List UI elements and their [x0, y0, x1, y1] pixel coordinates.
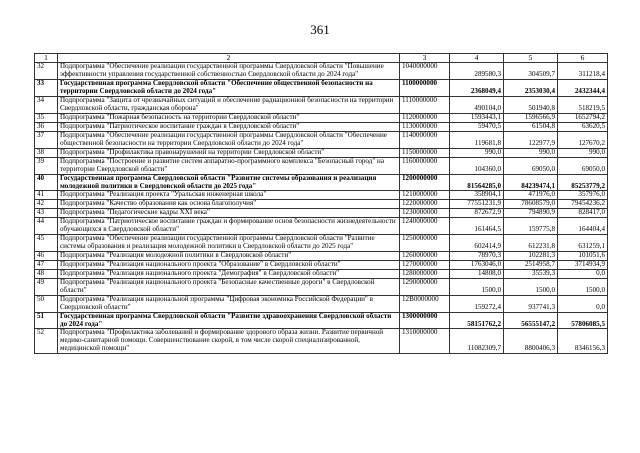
value-col-5: 2353030,4	[504, 80, 558, 97]
table-row	[35, 235, 608, 252]
value-col-4: 2368049,4	[450, 80, 504, 97]
row-code: 1310000000	[400, 329, 450, 354]
row-code: 1110000000	[400, 97, 450, 114]
row-name: Подпрограмма "Защита от чрезвычайных ситуаций и обеспечение радиационной безопасности на территории Свердловской области, гражданская оборона"	[58, 97, 400, 114]
row-code: 1210000000	[400, 191, 450, 200]
value-col-6: 164404,4	[558, 218, 608, 235]
value-col-5: 61504,8	[504, 122, 558, 131]
row-number: 37	[35, 131, 58, 148]
row-code: 1200000000	[400, 174, 450, 191]
row-name: Подпрограмма "Патриотическое воспитание граждан и формирование основ безопасности жизнедеятельности обучающихся в Свердловской области"	[58, 218, 400, 235]
row-number: 43	[35, 209, 58, 218]
row-number: 45	[35, 235, 58, 252]
column-header: 3	[400, 54, 450, 63]
value-col-5: 159775,8	[504, 218, 558, 235]
value-col-4: 289580,3	[450, 63, 504, 80]
value-col-6: 85253779,2	[558, 174, 608, 191]
value-col-4: 872672,9	[450, 209, 504, 218]
value-col-6: 69050,0	[558, 157, 608, 174]
row-name: Государственная программа Свердловской области "Развитие системы образования и реализация молодежной политики в Свердловской области до 2025 года"	[58, 174, 400, 191]
value-col-6: 1500,0	[558, 278, 608, 295]
table-row	[35, 200, 608, 209]
value-col-5: 56555147,2	[504, 312, 558, 329]
row-number: 44	[35, 218, 58, 235]
value-col-4: 1593443,1	[450, 114, 504, 123]
value-col-5: 937741,3	[504, 295, 558, 312]
table-row	[35, 218, 608, 235]
table-row	[35, 329, 608, 354]
row-code: 1140000000	[400, 131, 450, 148]
value-col-4: 490104,0	[450, 97, 504, 114]
row-name: Подпрограмма "Реализация национального проекта "Безопасные качественные дороги" в Свердловской области"	[58, 278, 400, 295]
value-col-4: 14808,0	[450, 269, 504, 278]
table-row	[35, 174, 608, 191]
row-code: 1300000000	[400, 312, 450, 329]
value-col-5: 122977,9	[504, 131, 558, 148]
row-name: Подпрограмма "Реализация национального проекта "Образование" в Свердловской области"	[58, 260, 400, 269]
value-col-6: 2432344,4	[558, 80, 608, 97]
row-number: 47	[35, 260, 58, 269]
row-code: 1160000000	[400, 157, 450, 174]
value-col-4: 77551231,9	[450, 200, 504, 209]
value-col-5: 35539,3	[504, 269, 558, 278]
table-row	[35, 157, 608, 174]
table-row	[35, 97, 608, 114]
row-name: Подпрограмма "Реализация проекта "Уральская инженерная школа"	[58, 191, 400, 200]
value-col-4: 1763046,0	[450, 260, 504, 269]
row-number: 48	[35, 269, 58, 278]
row-name: Подпрограмма "Патриотическое воспитание граждан в Свердловской области"	[58, 122, 400, 131]
row-number: 38	[35, 148, 58, 157]
row-code: 1040000000	[400, 63, 450, 80]
value-col-5: 501940,8	[504, 97, 558, 114]
table-row	[35, 148, 608, 157]
row-name: Подпрограмма "Реализация национальной программы "Цифровая экономика Российской Федерации" в Свердловской области"	[58, 295, 400, 312]
table-row	[35, 209, 608, 218]
value-col-6: 631259,1	[558, 235, 608, 252]
value-col-4: 602414,9	[450, 235, 504, 252]
table-row	[35, 191, 608, 200]
value-col-5: 78608579,0	[504, 200, 558, 209]
row-number: 33	[35, 80, 58, 97]
row-name: Государственная программа Свердловской области "Развитие здравоохранения Свердловской области до 2024 года"	[58, 312, 400, 329]
value-col-5: 84239474,1	[504, 174, 558, 191]
value-col-6: 990,0	[558, 148, 608, 157]
value-col-6: 0,0	[558, 295, 608, 312]
value-col-6: 828417,0	[558, 209, 608, 218]
row-number: 32	[35, 63, 58, 80]
table-row	[35, 80, 608, 97]
row-number: 52	[35, 329, 58, 354]
value-col-4: 1500,0	[450, 278, 504, 295]
row-name: Подпрограмма "Реализация молодежной политики в Свердловской области"	[58, 252, 400, 261]
value-col-5: 1500,0	[504, 278, 558, 295]
row-number: 39	[35, 157, 58, 174]
row-name: Подпрограмма "Обеспечение реализации государственной программы Свердловской области "Повышение эффективности управления государственной собственностью Свердловской области до 2024 года"	[58, 63, 400, 80]
column-header: 1	[35, 54, 58, 63]
row-name: Подпрограмма "Обеспечение реализации государственной программы Свердловской области "Развитие системы образования и реализация молодежной политики в Свердловской области до 2025 года"	[58, 235, 400, 252]
row-code: 1250000000	[400, 235, 450, 252]
value-col-5: 794890,9	[504, 209, 558, 218]
column-header: 6	[558, 54, 608, 63]
row-name: Подпрограмма "Качество образования как основа благополучия"	[58, 200, 400, 209]
value-col-5: 612231,8	[504, 235, 558, 252]
row-code: 1230000000	[400, 209, 450, 218]
row-name: Подпрограмма "Обеспечение реализации государственной программы Свердловской области "Обеспечение общественной безопасности на территории Свердловской области до 2024 года"	[58, 131, 400, 148]
table-row	[35, 260, 608, 269]
value-col-6: 101051,6	[558, 252, 608, 261]
value-col-5: 8800406,3	[504, 329, 558, 354]
value-col-4: 58151762,2	[450, 312, 504, 329]
table-body	[35, 54, 608, 354]
value-col-4: 119681,8	[450, 131, 504, 148]
row-name: Подпрограмма "Пожарная безопасность на территории Свердловской области"	[58, 114, 400, 123]
value-col-6: 311218,4	[558, 63, 608, 80]
table-row	[35, 63, 608, 80]
row-number: 34	[35, 97, 58, 114]
value-col-5: 102281,3	[504, 252, 558, 261]
value-col-4: 81564285,0	[450, 174, 504, 191]
row-name: Подпрограмма "Профилактика правонарушений на территории Свердловской области"	[58, 148, 400, 157]
row-code: 1120000000	[400, 114, 450, 123]
budget-table	[34, 53, 608, 354]
value-col-4: 11082309,7	[450, 329, 504, 354]
value-col-5: 69050,0	[504, 157, 558, 174]
row-number: 41	[35, 191, 58, 200]
value-col-6: 127670,2	[558, 131, 608, 148]
table-row	[35, 278, 608, 295]
table-row	[35, 131, 608, 148]
row-name: Подпрограмма "Профилактика заболеваний и формирование здорового образа жизни. Развитие первичной медико-санитарной помощи. Совершенствование скорой, в том числе скорой специализированной, медицинской помощи"	[58, 329, 400, 354]
page-number: 361	[310, 22, 330, 37]
row-number: 35	[35, 114, 58, 123]
table-row	[35, 269, 608, 278]
row-name: Государственная программа Свердловской области "Обеспечение общественной безопасности на территории Свердловской области до 2024 года"	[58, 80, 400, 97]
column-header: 5	[504, 54, 558, 63]
value-col-5: 471976,0	[504, 191, 558, 200]
table-row	[35, 252, 608, 261]
row-code: 12B0000000	[400, 295, 450, 312]
value-col-6: 63620,5	[558, 122, 608, 131]
value-col-5: 1596566,9	[504, 114, 558, 123]
table-row	[35, 312, 608, 329]
row-number: 50	[35, 295, 58, 312]
value-col-4: 104360,0	[450, 157, 504, 174]
table-row	[35, 295, 608, 312]
row-number: 36	[35, 122, 58, 131]
value-col-4: 59470,5	[450, 122, 504, 131]
value-col-6: 357976,0	[558, 191, 608, 200]
row-number: 46	[35, 252, 58, 261]
value-col-6: 57806085,5	[558, 312, 608, 329]
value-col-6: 518219,5	[558, 97, 608, 114]
column-header: 4	[450, 54, 504, 63]
value-col-6: 79454236,2	[558, 200, 608, 209]
value-col-5: 990,0	[504, 148, 558, 157]
row-code: 1260000000	[400, 252, 450, 261]
column-header: 2	[58, 54, 400, 63]
row-code: 1100000000	[400, 80, 450, 97]
row-number: 49	[35, 278, 58, 295]
row-number: 51	[35, 312, 58, 329]
value-col-4: 159272,4	[450, 295, 504, 312]
value-col-4: 358904,1	[450, 191, 504, 200]
value-col-4: 161464,5	[450, 218, 504, 235]
row-name: Подпрограмма "Педагогические кадры XXI века"	[58, 209, 400, 218]
row-code: 1240000000	[400, 218, 450, 235]
table-row	[35, 122, 608, 131]
value-col-4: 990,0	[450, 148, 504, 157]
value-col-6: 8346156,3	[558, 329, 608, 354]
row-name: Подпрограмма "Реализация национального проекта "Демография" в Свердловской области"	[58, 269, 400, 278]
row-name: Подпрограмма "Построение и развитие систем аппаратно-программного комплекса "Безопасный город" на территории Свердловской области"	[58, 157, 400, 174]
row-code: 1220000000	[400, 200, 450, 209]
row-code: 1280000000	[400, 269, 450, 278]
row-number: 42	[35, 200, 58, 209]
value-col-6: 0,0	[558, 269, 608, 278]
row-code: 1150000000	[400, 148, 450, 157]
row-code: 1290000000	[400, 278, 450, 295]
row-number: 40	[35, 174, 58, 191]
value-col-5: 2514958,7	[504, 260, 558, 269]
value-col-5: 304509,7	[504, 63, 558, 80]
row-code: 1130000000	[400, 122, 450, 131]
row-code: 1270000000	[400, 260, 450, 269]
table-header-row	[35, 54, 608, 63]
value-col-6: 3714934,9	[558, 260, 608, 269]
value-col-4: 78970,3	[450, 252, 504, 261]
value-col-6: 1652794,2	[558, 114, 608, 123]
table-row	[35, 114, 608, 123]
